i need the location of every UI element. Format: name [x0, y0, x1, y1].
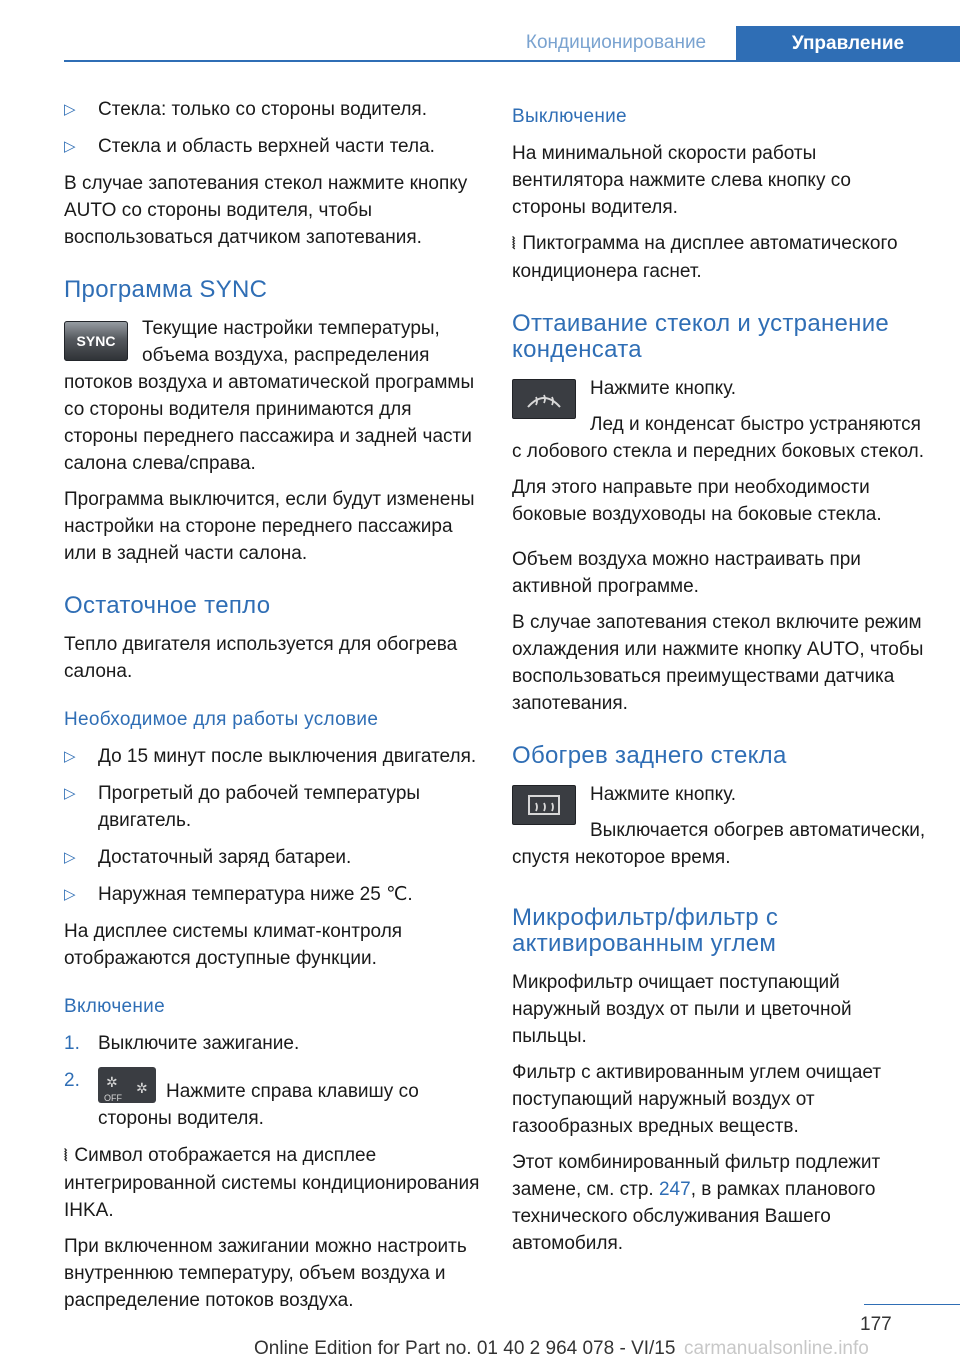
- air-flow-icon: ⦚: [64, 1148, 67, 1165]
- paragraph-filter-2: Фильтр с активированным углем очищает поступающий наружный воздух от газообразных вредных веществ.: [512, 1062, 882, 1137]
- page-number: 177: [860, 1314, 892, 1335]
- watermark: carmanualsonline.info: [684, 1338, 869, 1359]
- list-item: ▷ Достаточный заряд батареи.: [64, 844, 480, 871]
- list-item: ▷ До 15 минут после выключения двигателя.: [64, 743, 480, 770]
- paragraph-sync-off: Программа выключится, если будут изменены настройки на стороне переднего пассажира или в задней части салона.: [64, 489, 475, 564]
- list-item: 2. ✲ OFF ✲ Нажмите справа клавишу со стороны водителя.: [64, 1067, 480, 1132]
- paragraph-sync: Текущие настройки температуры, объема воздуха, распределения потоков воздуха и автоматической программы со стороны водителя принимаются для стороны переднего пассажира и задней части салона слева/справа.: [64, 318, 475, 474]
- paragraph-residual: Тепло двигателя используется для обогрева салона.: [64, 634, 458, 682]
- step-number: 2.: [64, 1070, 80, 1091]
- fan-icon: ✲: [136, 1080, 148, 1096]
- heading-off: Выключение: [512, 106, 627, 127]
- windshield-defrost-icon: [512, 379, 576, 419]
- paragraph-defrost-press: Нажмите кнопку.: [590, 378, 737, 399]
- paragraph-off: На минимальной скорости работы вентилятора нажмите слева кнопку со стороны водителя.: [512, 143, 852, 218]
- paragraph-autofog: В случае запотевания стекол нажмите кнопку AUTO со стороны водителя, чтобы воспользоваться датчиком запотевания.: [64, 173, 468, 248]
- heading-sync: Программа SYNC: [64, 276, 268, 303]
- paragraph-defrost-vents: Для этого направьте при необходимости боковые воздуховоды на боковые стекла.: [512, 477, 882, 525]
- heading-residual-heat: Остаточное тепло: [64, 592, 271, 619]
- heading-defrost: Оттаивание стекол и устранение конденсата: [512, 310, 890, 363]
- chapter-tab: Управление: [736, 26, 960, 62]
- fan-icon: ✲: [106, 1074, 118, 1090]
- heading-rear-window: Обогрев заднего стекла: [512, 742, 787, 769]
- list-item: ▷ Наружная температура ниже 25 ℃.: [64, 881, 480, 908]
- paragraph-display: На дисплее системы климат-контроля отображаются доступные функции.: [64, 921, 403, 969]
- triangle-right-icon: ▷: [64, 886, 76, 903]
- paragraph-rear: Выключается обогрев автоматически, спустя некоторое время.: [512, 820, 926, 868]
- list-item: ▷ Стекла: только со стороны водителя.: [64, 96, 480, 123]
- triangle-right-icon: ▷: [64, 138, 76, 155]
- page-header: [0, 0, 960, 62]
- sync-button-icon: SYNC: [64, 321, 128, 361]
- section-tab: Кондиционирование: [525, 32, 707, 53]
- triangle-right-icon: ▷: [64, 748, 76, 765]
- heading-filter: Микрофильтр/фильтр с активированным углем: [512, 904, 779, 957]
- list-item: ▷ Стекла и область верхней части тела.: [64, 133, 480, 160]
- footer-rule: [864, 1304, 960, 1305]
- paragraph-filter-3: Этот комбинированный фильтр подлежит замене, см. стр. 247, в рамках планового технического обслуживания Вашего автомобиля.: [512, 1152, 881, 1254]
- paragraph-filter-1: Микрофильтр очищает поступающий наружный воздух от пыли и цветочной пыльцы.: [512, 972, 852, 1047]
- header-rule: [64, 60, 960, 62]
- paragraph-off-symbol: ⦚ Пиктограмма на дисплее автоматического кондиционера гаснет.: [512, 233, 898, 282]
- fan-button-icon: ✲ OFF ✲: [98, 1067, 156, 1103]
- heading-condition: Необходимое для работы условие: [64, 709, 379, 730]
- triangle-right-icon: ▷: [64, 785, 76, 802]
- paragraph-fog: В случае запотевания стекол включите режим охлаждения или нажмите кнопку AUTO, чтобы воспользоваться преимуществами датчика запотевания.: [512, 612, 924, 714]
- paragraph-air-volume: Объем воздуха можно настраивать при активной программе.: [512, 549, 861, 597]
- list-item: 1. Выключите зажигание.: [64, 1030, 480, 1057]
- paragraph-ignition: При включенном зажигании можно настроить внутреннюю температуру, объем воздуха и распределение потоков воздуха.: [64, 1236, 467, 1311]
- paragraph-defrost: Лед и конденсат быстро устраняются с лобового стекла и передних боковых стекол.: [512, 414, 925, 462]
- paragraph-symbol: ⦚ Символ отображается на дисплее интегрированной системы кондиционирования IHKA.: [64, 1145, 480, 1221]
- left-column: [64, 96, 480, 1323]
- rear-window-heat-icon: [512, 785, 576, 825]
- heading-on: Включение: [64, 996, 165, 1017]
- edition-note: Online Edition for Part no. 01 40 2 964 078 - VI/15: [254, 1338, 676, 1359]
- triangle-right-icon: ▷: [64, 849, 76, 866]
- air-flow-icon: ⦚: [512, 236, 515, 253]
- step-number: 1.: [64, 1033, 80, 1054]
- paragraph-rear-press: Нажмите кнопку.: [590, 784, 737, 805]
- right-column: [512, 96, 928, 1266]
- triangle-right-icon: ▷: [64, 101, 76, 118]
- page-link[interactable]: 247: [658, 1179, 691, 1200]
- list-item: ▷ Прогретый до рабочей температуры двигатель.: [64, 780, 480, 834]
